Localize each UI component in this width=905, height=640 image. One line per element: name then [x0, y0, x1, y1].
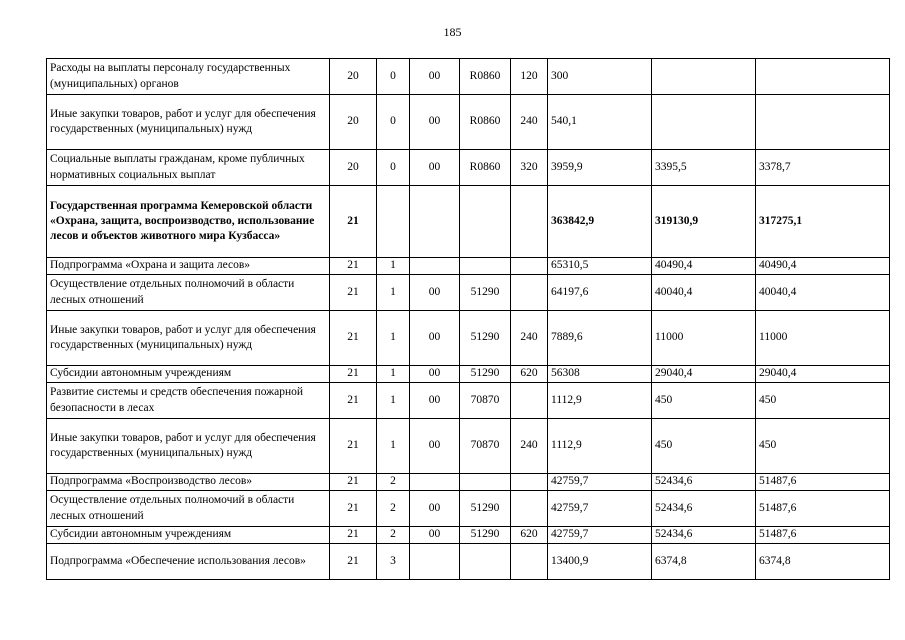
code-target-article-cell: R0860 — [460, 59, 511, 95]
row-name-cell: Иные закупки товаров, работ и услуг для обеспечения государственных (муниципальных) нужд — [47, 419, 330, 474]
amount-year3-cell — [756, 59, 890, 95]
code-target-article-cell — [460, 474, 511, 491]
code-target-article-cell: R0860 — [460, 95, 511, 150]
amount-year1-cell: 1112,9 — [548, 383, 652, 419]
row-name-cell: Подпрограмма «Охрана и защита лесов» — [47, 258, 330, 275]
amount-year3-cell: 51487,6 — [756, 491, 890, 527]
table-row — [47, 59, 890, 95]
code-target-article-cell: R0860 — [460, 150, 511, 186]
amount-year3-cell — [756, 95, 890, 150]
code-direction-cell: 00 — [410, 383, 460, 419]
row-name-cell: Подпрограмма «Воспроизводство лесов» — [47, 474, 330, 491]
row-name-cell: Иные закупки товаров, работ и услуг для обеспечения государственных (муниципальных) нужд — [47, 95, 330, 150]
row-name-cell: Социальные выплаты гражданам, кроме публичных нормативных социальных выплат — [47, 150, 330, 186]
page-number: 185 — [443, 25, 462, 39]
amount-year1-cell: 300 — [548, 59, 652, 95]
code-target-article-cell — [460, 258, 511, 275]
code-direction-cell: 00 — [410, 491, 460, 527]
amount-year3-cell: 40040,4 — [756, 275, 890, 311]
row-name-cell: Субсидии автономным учреждениям — [47, 366, 330, 383]
code-direction-cell: 00 — [410, 527, 460, 544]
code-target-article-cell: 51290 — [460, 275, 511, 311]
code-expense-type-cell — [511, 544, 548, 580]
amount-year2-cell: 450 — [652, 419, 756, 474]
amount-year3-cell: 29040,4 — [756, 366, 890, 383]
code-direction-cell: 00 — [410, 95, 460, 150]
code-direction-cell: 00 — [410, 419, 460, 474]
code-program-cell: 21 — [330, 275, 377, 311]
code-target-article-cell: 51290 — [460, 311, 511, 366]
row-name-cell: Субсидии автономным учреждениям — [47, 527, 330, 544]
code-subprogram-cell: 0 — [377, 59, 410, 95]
code-direction-cell — [410, 258, 460, 275]
code-subprogram-cell: 0 — [377, 150, 410, 186]
table-row — [47, 419, 890, 474]
code-program-cell: 20 — [330, 150, 377, 186]
code-program-cell: 21 — [330, 491, 377, 527]
code-direction-cell: 00 — [410, 275, 460, 311]
amount-year1-cell: 7889,6 — [548, 311, 652, 366]
amount-year2-cell: 3395,5 — [652, 150, 756, 186]
code-program-cell: 21 — [330, 258, 377, 275]
amount-year2-cell: 11000 — [652, 311, 756, 366]
code-program-cell: 21 — [330, 366, 377, 383]
amount-year3-cell: 6374,8 — [756, 544, 890, 580]
code-subprogram-cell: 1 — [377, 258, 410, 275]
amount-year3-cell: 51487,6 — [756, 527, 890, 544]
amount-year2-cell: 319130,9 — [652, 186, 756, 258]
code-expense-type-cell: 240 — [511, 419, 548, 474]
table-row — [47, 258, 890, 275]
amount-year2-cell: 52434,6 — [652, 527, 756, 544]
amount-year1-cell: 56308 — [548, 366, 652, 383]
code-target-article-cell: 51290 — [460, 527, 511, 544]
code-expense-type-cell: 120 — [511, 59, 548, 95]
code-subprogram-cell: 1 — [377, 383, 410, 419]
amount-year2-cell: 40040,4 — [652, 275, 756, 311]
amount-year1-cell: 42759,7 — [548, 474, 652, 491]
amount-year2-cell — [652, 95, 756, 150]
code-target-article-cell — [460, 544, 511, 580]
code-expense-type-cell: 240 — [511, 95, 548, 150]
code-expense-type-cell — [511, 491, 548, 527]
amount-year1-cell: 65310,5 — [548, 258, 652, 275]
code-program-cell: 21 — [330, 474, 377, 491]
row-name-cell: Подпрограмма «Обеспечение использования лесов» — [47, 544, 330, 580]
code-target-article-cell — [460, 186, 511, 258]
amount-year1-cell: 3959,9 — [548, 150, 652, 186]
code-expense-type-cell — [511, 275, 548, 311]
code-expense-type-cell: 240 — [511, 311, 548, 366]
code-direction-cell: 00 — [410, 311, 460, 366]
code-expense-type-cell: 620 — [511, 366, 548, 383]
amount-year1-cell: 64197,6 — [548, 275, 652, 311]
code-expense-type-cell: 320 — [511, 150, 548, 186]
amount-year3-cell: 40490,4 — [756, 258, 890, 275]
code-expense-type-cell — [511, 258, 548, 275]
code-subprogram-cell: 3 — [377, 544, 410, 580]
table-row — [47, 544, 890, 580]
amount-year1-cell: 1112,9 — [548, 419, 652, 474]
table-row — [47, 474, 890, 491]
row-name-cell: Осуществление отдельных полномочий в области лесных отношений — [47, 491, 330, 527]
amount-year3-cell: 317275,1 — [756, 186, 890, 258]
code-expense-type-cell — [511, 383, 548, 419]
amount-year1-cell: 363842,9 — [548, 186, 652, 258]
amount-year3-cell: 450 — [756, 419, 890, 474]
amount-year2-cell: 29040,4 — [652, 366, 756, 383]
code-target-article-cell: 70870 — [460, 419, 511, 474]
table-row — [47, 275, 890, 311]
code-subprogram-cell: 1 — [377, 419, 410, 474]
table-row — [47, 150, 890, 186]
code-expense-type-cell: 620 — [511, 527, 548, 544]
amount-year3-cell: 450 — [756, 383, 890, 419]
code-program-cell: 21 — [330, 311, 377, 366]
amount-year1-cell: 42759,7 — [548, 527, 652, 544]
row-name-cell: Расходы на выплаты персоналу государственных (муниципальных) органов — [47, 59, 330, 95]
table-row — [47, 366, 890, 383]
code-subprogram-cell — [377, 186, 410, 258]
code-subprogram-cell: 2 — [377, 527, 410, 544]
row-name-cell: Иные закупки товаров, работ и услуг для обеспечения государственных (муниципальных) нужд — [47, 311, 330, 366]
table-row — [47, 186, 890, 258]
table-row — [47, 383, 890, 419]
amount-year1-cell: 13400,9 — [548, 544, 652, 580]
code-program-cell: 21 — [330, 527, 377, 544]
table-row — [47, 527, 890, 544]
row-name-cell: Развитие системы и средств обеспечения пожарной безопасности в лесах — [47, 383, 330, 419]
code-target-article-cell: 51290 — [460, 366, 511, 383]
amount-year1-cell: 42759,7 — [548, 491, 652, 527]
code-expense-type-cell — [511, 474, 548, 491]
code-expense-type-cell — [511, 186, 548, 258]
code-target-article-cell: 70870 — [460, 383, 511, 419]
amount-year2-cell: 52434,6 — [652, 474, 756, 491]
code-subprogram-cell: 1 — [377, 366, 410, 383]
amount-year2-cell: 40490,4 — [652, 258, 756, 275]
code-direction-cell — [410, 544, 460, 580]
amount-year3-cell: 11000 — [756, 311, 890, 366]
amount-year1-cell: 540,1 — [548, 95, 652, 150]
row-name-cell: Осуществление отдельных полномочий в области лесных отношений — [47, 275, 330, 311]
code-program-cell: 21 — [330, 419, 377, 474]
code-program-cell: 21 — [330, 383, 377, 419]
amount-year3-cell: 3378,7 — [756, 150, 890, 186]
code-program-cell: 20 — [330, 95, 377, 150]
amount-year3-cell: 51487,6 — [756, 474, 890, 491]
table-row — [47, 491, 890, 527]
code-program-cell: 21 — [330, 544, 377, 580]
amount-year2-cell — [652, 59, 756, 95]
code-direction-cell: 00 — [410, 366, 460, 383]
code-direction-cell — [410, 186, 460, 258]
code-direction-cell: 00 — [410, 59, 460, 95]
code-subprogram-cell: 2 — [377, 491, 410, 527]
budget-table — [46, 58, 890, 580]
code-direction-cell: 00 — [410, 150, 460, 186]
code-direction-cell — [410, 474, 460, 491]
code-subprogram-cell: 2 — [377, 474, 410, 491]
code-program-cell: 20 — [330, 59, 377, 95]
table-row — [47, 95, 890, 150]
row-name-cell: Государственная программа Кемеровской области «Охрана, защита, воспроизводство, использование лесов и объектов животного мира Кузбасса» — [47, 186, 330, 258]
code-program-cell: 21 — [330, 186, 377, 258]
amount-year2-cell: 450 — [652, 383, 756, 419]
code-target-article-cell: 51290 — [460, 491, 511, 527]
amount-year2-cell: 6374,8 — [652, 544, 756, 580]
table-row — [47, 311, 890, 366]
code-subprogram-cell: 1 — [377, 275, 410, 311]
amount-year2-cell: 52434,6 — [652, 491, 756, 527]
code-subprogram-cell: 0 — [377, 95, 410, 150]
code-subprogram-cell: 1 — [377, 311, 410, 366]
